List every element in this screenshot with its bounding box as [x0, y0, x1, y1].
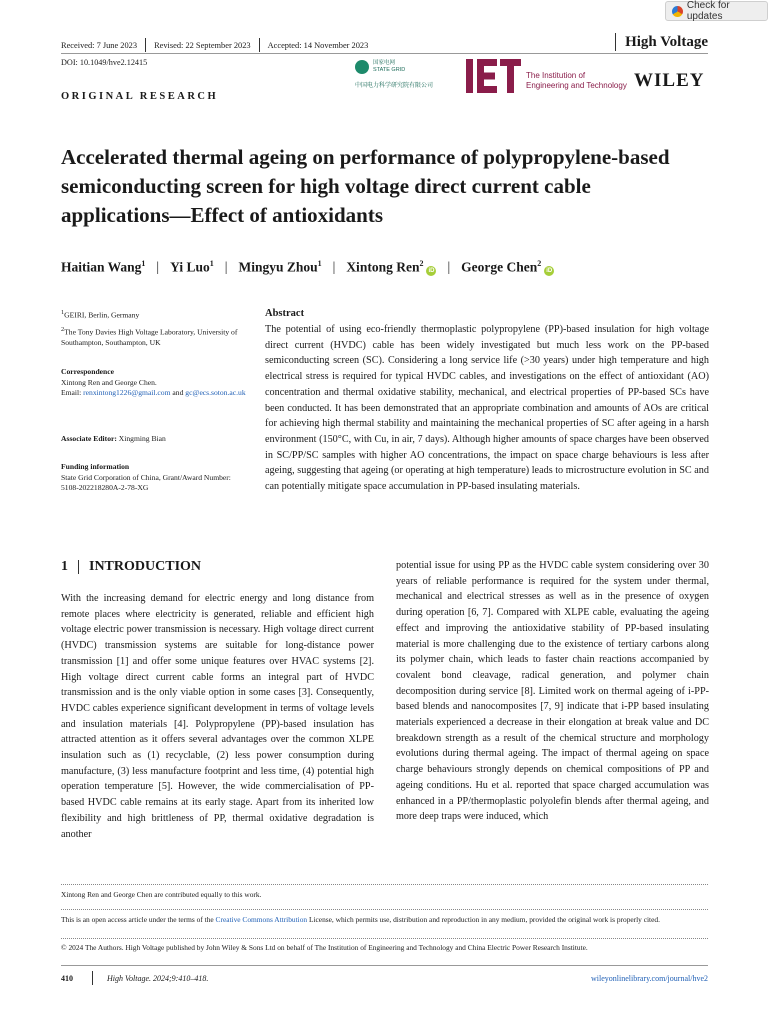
- divider: [92, 971, 93, 985]
- author-separator: |: [156, 259, 160, 275]
- state-grid-icon: [355, 60, 369, 74]
- abstract-text: The potential of using eco-friendly thermoplastic polypropylene (PP)-based insulation for high voltage direct current (HVDC) cable has been widely investigated but much less work on the PP-based semiconducting screen (SC). Considering a long service life (>30 years) under high temperature and high electrical stress is required for typical HVDC cables, and investigations on the effect of antioxidant (AO) concentration and thermal oxidative stability, mechanical, and electrical properties of PP-based SCs have been conducted. It has been demonstrated that an appropriate combination and amounts of AOs are critical for achieving high thermal stability and maintaining the mechanical properties of SC after ageing in a harsh environment (150°C, with Cu, in air, 7 days). Although higher amounts of space charges have been observed in SC/PP/SC samples with higher AO concentrations, the impact on space charge behaviours is less after ageing, suggesting that ageing (or operating at high temperature) leads to microstructure evolution in SC and can potentially mitigate space accumulation in PP-based insulating materials.: [265, 324, 709, 493]
- author-name: Xintong Ren: [346, 259, 420, 275]
- funding-heading: Funding information: [61, 462, 130, 471]
- author-name: George Chen: [461, 259, 538, 275]
- footnote-rule: [61, 938, 708, 939]
- associate-editor: [61, 434, 246, 445]
- author-affiliation-marker: 1: [209, 259, 214, 268]
- section-number: 1: [61, 559, 68, 574]
- orcid-icon[interactable]: iD: [546, 267, 553, 274]
- aff2-marker: 2: [61, 326, 65, 333]
- state-grid-logo: [355, 60, 405, 74]
- author-name: Mingyu Zhou: [238, 259, 318, 275]
- author-separator: |: [224, 259, 228, 275]
- email-and: and: [170, 388, 186, 397]
- affiliation-2: [61, 325, 246, 349]
- footnote-rule: [61, 884, 708, 885]
- divider: [78, 560, 79, 574]
- citation: High Voltage. 2024;9:410–418.: [107, 974, 209, 983]
- header-rule: [61, 53, 708, 54]
- aff1-marker: 1: [61, 309, 65, 316]
- cepri-name: 中国电力科学研究院有限公司: [355, 83, 434, 89]
- author[interactable]: [170, 259, 214, 276]
- cc-license-link[interactable]: Creative Commons Attribution: [215, 915, 308, 924]
- body-column-left: With the increasing demand for electric energy and long distance from remote places where electricity is generated, reliable and efficient high voltage electric power transmission is necessary. High voltage direct current (HVDC) transmission systems are suitable for long-distance power transmission [1] and offer some unique features over HVAC systems [2]. High voltage direct current cable forms an integral part of HVDC transmission and is the only viable option in some cases [3]. Consequently, HVDC cables experience significant development in terms of voltage levels and insulation materials [4]. Polypropylene (PP)-based insulation has attracted attention as it offers several advantages over the common XLPE insulation such as (1) recyclable, (2) less power consumption during manufacture, (3) less manufacture footprint and less time, (4) potential high operation temperature [5]. However, the wide commercialisation of PP-based HVDC cable remains at its early stage. Apart from its inherited low flexibility and high brittleness of PP, thermal oxidative degradation is another: [61, 593, 374, 840]
- author-name: Yi Luo: [170, 259, 210, 275]
- aff1-text: GEIRI, Berlin, Germany: [64, 310, 140, 320]
- iet-logo-icon: [466, 59, 521, 93]
- wiley-logo: WILEY: [634, 70, 705, 91]
- copyright-note: © 2024 The Authors. High Voltage published by John Wiley & Sons Ltd on behalf of The Institution of Engineering and Technology and China Electric Power Research Institute.: [61, 943, 588, 952]
- author-affiliation-marker: 2: [419, 259, 424, 268]
- author-affiliation-marker: 1: [141, 259, 146, 268]
- state-grid-en: STATE GRID: [373, 67, 406, 73]
- author[interactable]: [61, 259, 145, 276]
- author-affiliation-marker: 1: [317, 259, 322, 268]
- abstract-heading: Abstract: [265, 308, 305, 319]
- email-link-1[interactable]: renxintong1226@gmail.com: [83, 388, 171, 397]
- divider: [615, 33, 616, 51]
- oa-text-post: License, which permits use, distribution and reproduction in any medium, provided the original work is properly cited.: [307, 915, 660, 924]
- journal-name: [615, 33, 708, 51]
- author-name: Haitian Wang: [61, 259, 142, 275]
- correspondence-names: Xintong Ren and George Chen.: [61, 377, 157, 387]
- divider: [259, 38, 260, 52]
- associate-editor-name: Xingming Bian: [116, 434, 166, 443]
- page-number: 410: [61, 974, 73, 983]
- divider: [145, 38, 146, 52]
- revised-date: Revised: 22 September 2023: [154, 40, 251, 50]
- funding-text: State Grid Corporation of China, Grant/Award Number: 5108-202218280A-2-78-XG: [61, 472, 231, 492]
- section-title: INTRODUCTION: [89, 559, 202, 574]
- iet-name: [526, 71, 627, 91]
- section-heading: [61, 559, 201, 575]
- article-title: Accelerated thermal ageing on performance of polypropylene-based semiconducting screen for high voltage direct current cable applications—Effect of antioxidants: [61, 145, 670, 227]
- orcid-icon[interactable]: iD: [428, 267, 435, 274]
- oa-text-pre: This is an open access article under the terms of the: [61, 915, 216, 924]
- check-for-updates-label: Check for updates: [686, 0, 730, 22]
- footnote-rule: [61, 909, 708, 910]
- author[interactable]: [461, 259, 554, 276]
- doi[interactable]: DOI: 10.1049/hve2.12415: [61, 58, 148, 67]
- email-link-2[interactable]: gc@ecs.soton.ac.uk: [185, 388, 246, 397]
- iet-line2: Engineering and Technology: [526, 81, 627, 90]
- aff2-text: The Tony Davies High Voltage Laboratory, University of Southampton, Southampton, UK: [61, 327, 238, 348]
- author-separator: |: [332, 259, 336, 275]
- journal-title: High Voltage: [625, 33, 708, 50]
- iet-line1: The Institution of: [526, 71, 586, 80]
- author-list: [61, 259, 554, 276]
- article-dates: [61, 38, 368, 52]
- accepted-date: Accepted: 14 November 2023: [267, 40, 369, 50]
- state-grid-cn: 国家电网: [373, 60, 396, 66]
- journal-url[interactable]: wileyonlinelibrary.com/journal/hve2: [590, 974, 708, 983]
- state-grid-text: [373, 60, 405, 74]
- footer-rule: [61, 965, 708, 966]
- author[interactable]: [238, 259, 321, 276]
- author-affiliation-marker: 2: [537, 259, 542, 268]
- affiliation-1: [61, 308, 246, 321]
- email-label: Email:: [61, 388, 84, 397]
- associate-editor-label: Associate Editor:: [61, 434, 117, 443]
- open-access-note: [61, 914, 711, 925]
- author-separator: |: [447, 259, 451, 275]
- body-column-right: potential issue for using PP as the HVDC cable system considering over 30 years of reliable performance is required for the system under thermal, mechanical and electrical stresses as well as in the presence of oxygen during operation [6, 7]. Compared with XLPE cable, evaluating the ageing effect and improving the antioxidative stability of PP-based insulating material is more challenging due to the existence of tertiary carbons along its polymer chain, which leads to faster chain reactions accompanied by covalent bond cleavage, radical generation, and polymer chain decomposition during service [8]. Limited work on thermal ageing of i-PP-based blends and nanocomposites [7, 9] indicate that i-PP based insulating materials experienced a decrease in their elongation at break value and DC breakdown strength as a result of the chemical structure and morphology evolutions during thermal ageing. The impact of thermal ageing on space charge behaviours strongly depends on chemical compositions of PP and ageing conditions. Hu et al. reported that space charged accumulation was enhanced in a PP/thermoplastic polyolefin blends after thermal ageing, and more deep traps were induced, which: [396, 560, 709, 823]
- check-for-updates-button[interactable]: [665, 1, 768, 21]
- crossmark-icon: [672, 6, 683, 17]
- correspondence: [61, 367, 246, 399]
- author[interactable]: [346, 259, 436, 276]
- funding: [61, 462, 246, 494]
- correspondence-heading: Correspondence: [61, 367, 115, 376]
- equal-contribution-note: Xintong Ren and George Chen are contributed equally to this work.: [61, 890, 262, 899]
- received-date: Received: 7 June 2023: [61, 40, 138, 50]
- article-type: ORIGINAL RESEARCH: [61, 91, 219, 102]
